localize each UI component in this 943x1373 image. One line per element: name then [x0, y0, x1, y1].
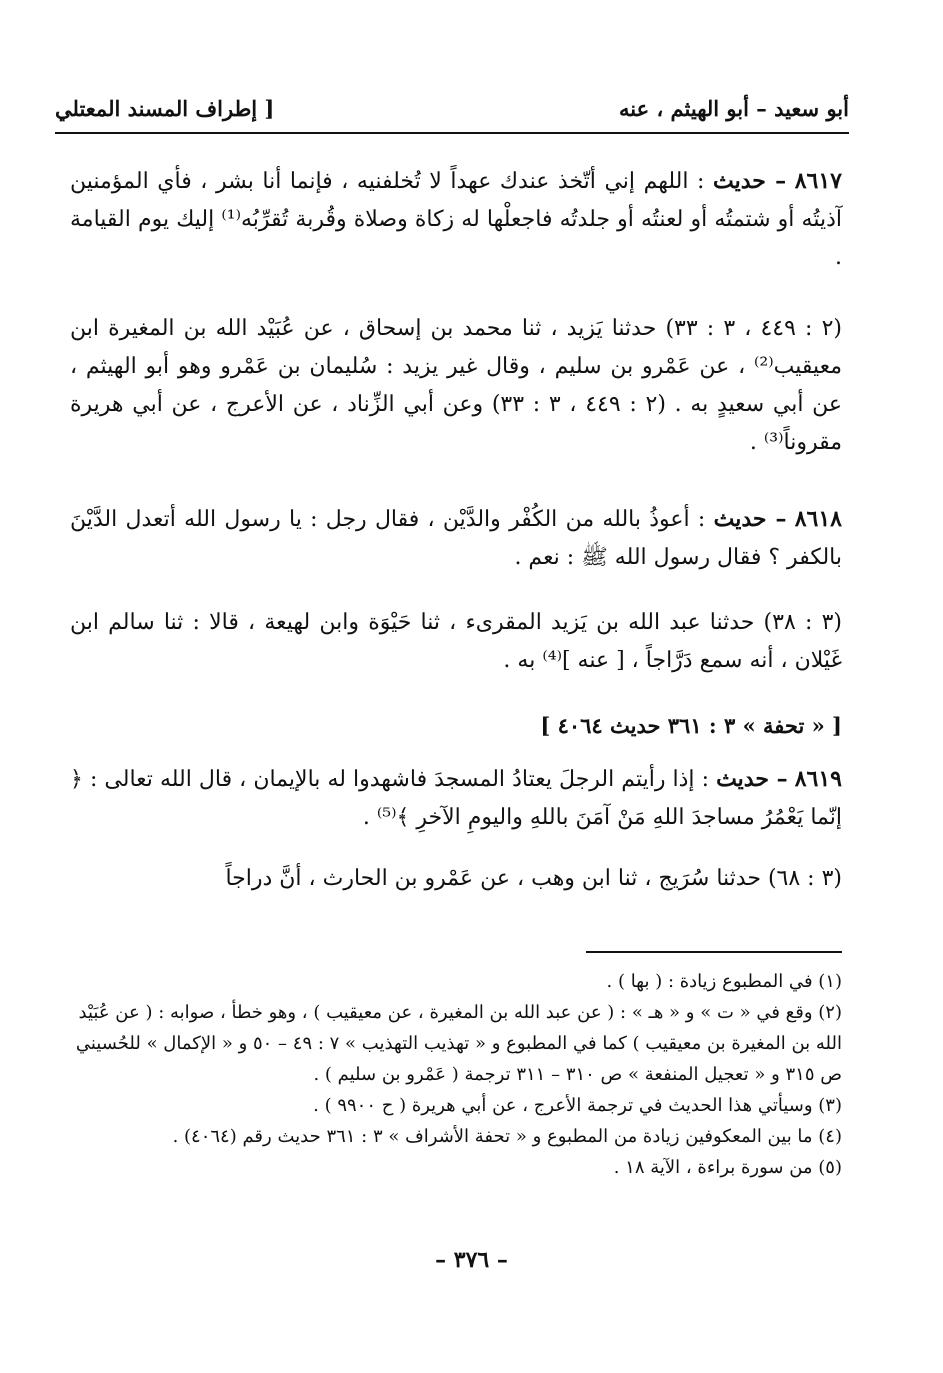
hadith-8618	[70, 500, 842, 577]
footnote-rule	[586, 951, 842, 953]
hadith-8619	[70, 760, 842, 837]
footnote-4: (٤) ما بين المعكوفين زيادة من المطبوع و « تحفة الأشراف » ٣ : ٣٦١ حديث رقم (٤٠٦٤) .	[172, 1126, 842, 1147]
header-rule	[55, 132, 849, 134]
page-number: – ٣٧٦ –	[435, 1247, 508, 1273]
footnote-5: (٥) من سورة براءة ، الآية ١٨ .	[613, 1157, 842, 1178]
hadith-text: : اللهم إني أتّخذ عندك عهداً لا تُخلفنيه ، فإنما أنا بشر ، فأي المؤمنين آذيتُه أو شتمتُه أو لعنتُه أو جلدتُه فاجعلْها له زكاة وصلاة وقُربة تُقرِّبُه⁽¹⁾ إليك يوم القيامة .	[70, 169, 843, 270]
hadith-number: ٨٦١٧	[794, 168, 842, 194]
hadith-8617	[70, 162, 842, 277]
isnad-8618	[70, 604, 842, 680]
isnad-8617	[70, 310, 842, 462]
footnote-2: (٢) وقع في « ت » و « هـ » : ( عن عبد الله بن المغيرة ، عن معيقيب ) ، وهو خطأ ، صوابه : ( عن عُبَيْد الله بن المغيرة بن معيقيب ) كما في المطبوع و « تهذيب التهذيب » ٧ : ٤٩ – ٥٠ و « الإكمال » للحُسيني ص ٣١٥ و « تعجيل المنفعة » ص ٣١٠ – ٣١١ ترجمة ( عَمْرو بن سليم ) .	[75, 1002, 842, 1085]
isnad-text: (٣ : ٦٨) حدثنا سُرَيج ، ثنا ابن وهب ، عن عَمْرو بن الحارث ، أنَّ دراجاً	[225, 866, 842, 891]
hadith-label: – حديث	[713, 506, 787, 532]
hadith-text: : إذا رأيتم الرجلَ يعتادُ المسجدَ فاشهدوا له بالإيمان ، قال الله تعالى : ﴿ إنّما يَعْمُرُ مساجدَ اللهِ مَنْ آمَنَ باللهِ واليومِ الآخرِ ﴾⁽⁵⁾ .	[70, 767, 842, 830]
hadith-number: ٨٦١٨	[794, 506, 842, 532]
header-title: أبو سعيد – أبو الهيثم ، عنه	[619, 96, 849, 121]
hadith-text: : أعوذُ بالله من الكُفْر والدَّيْن ، فقال رجل : يا رسول الله أتعدل الدَّيْنَ بالكفر ؟ فقال رسول الله ﷺ : نعم .	[70, 507, 842, 570]
running-header	[55, 96, 849, 126]
hadith-number: ٨٦١٩	[794, 766, 842, 792]
tuhfa-reference: [ « تحفة » ٣ : ٣٦١ حديث ٤٠٦٤ ]	[540, 713, 842, 738]
isnad-text: (٢ : ٤٤٩ ، ٣ : ٣٣) حدثنا يَزيد ، ثنا محمد بن إسحاق ، عن عُبَيْد الله بن المغيرة ابن معيقيب⁽²⁾ ، عن عَمْرو بن سليم ، وقال غير يزيد : سُليمان بن عَمْرو وهو أبو الهيثم ، عن أبي سعيدٍ به . (٢ : ٤٤٩ ، ٣ : ٣٣) وعن أبي الزِّناد ، عن الأعرج ، عن أبي هريرة مقروناً⁽³⁾ .	[70, 316, 843, 455]
footnote-1: (١) في المطبوع زيادة : ( بها ) .	[606, 971, 842, 992]
header-book-title: [ إطراف المسند المعتلي	[55, 96, 275, 121]
footnote-3: (٣) وسيأتي هذا الحديث في ترجمة الأعرج ، عن أبي هريرة ( ح ٩٩٠٠ ) .	[313, 1095, 842, 1116]
isnad-8619	[70, 860, 842, 898]
isnad-text: (٣ : ٣٨) حدثنا عبد الله بن يَزيد المقرىء ، ثنا حَيْوَة وابن لهيعة ، قالا : ثنا سالم ابن غَيْلان ، أنه سمع دَرَّاجاً ، [ عنه ]⁽⁴⁾ به .	[70, 610, 843, 673]
hadith-label: – حديث	[716, 766, 788, 792]
hadith-label: – حديث	[713, 168, 787, 194]
footnotes	[70, 966, 842, 1183]
